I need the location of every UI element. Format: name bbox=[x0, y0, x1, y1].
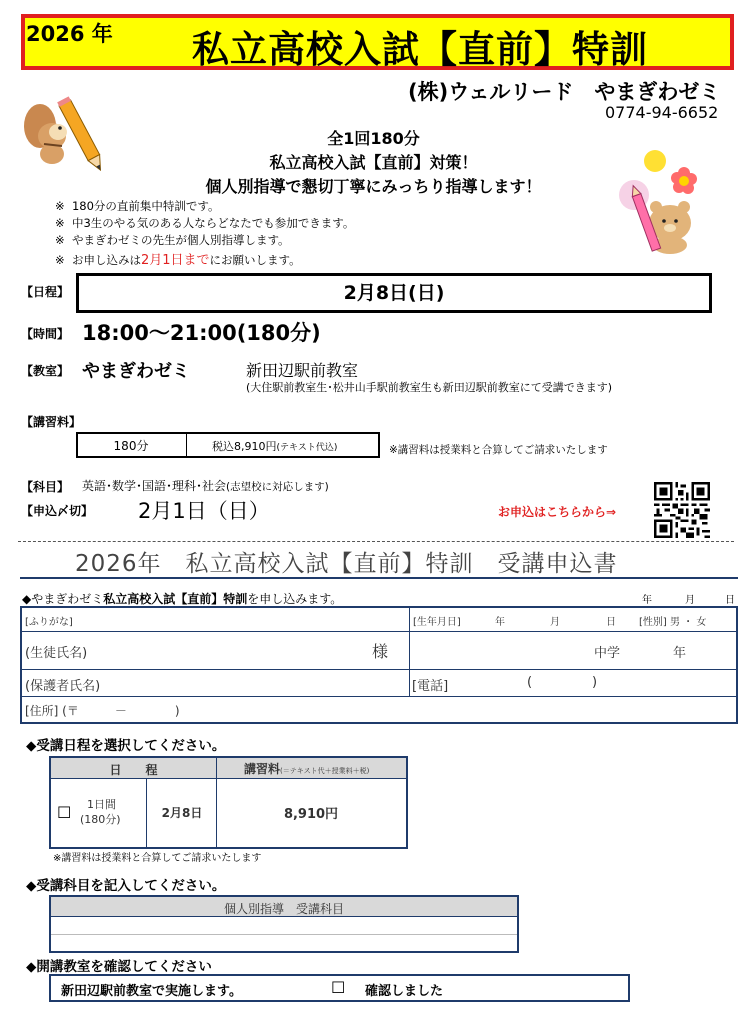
lead-line-1: 全1回180分 bbox=[327, 129, 420, 148]
note-1: ※ 180分の直前集中特訓です。 bbox=[55, 199, 220, 213]
row-fee: 8,910円 bbox=[283, 807, 339, 822]
lead-line-3: 個人別指導で懇切丁寧にみっちり指導します！ bbox=[205, 177, 542, 196]
deadline-value: 2月1日（日） bbox=[138, 499, 270, 523]
subject-input[interactable] bbox=[55, 918, 513, 948]
time-label: 【時間】 bbox=[21, 327, 70, 341]
form-title: 2026年 私立高校入試【直前】特訓 受講申込書 bbox=[75, 551, 618, 577]
room-label: 【教室】 bbox=[21, 364, 70, 378]
form-day-mark: 日 bbox=[725, 595, 735, 606]
company-name: (株)ウェルリード やまぎわゼミ bbox=[408, 80, 721, 104]
form-title-underline bbox=[20, 577, 738, 579]
address-field[interactable]: [住所] (〒 － ) bbox=[25, 704, 180, 718]
school-field[interactable]: 中学 bbox=[594, 646, 621, 661]
form-month-mark: 月 bbox=[685, 595, 695, 606]
subject-header: 個人別指導 受講科目 bbox=[223, 902, 344, 916]
birthday-field[interactable]: [生年月日] bbox=[413, 617, 461, 628]
deadline-label: 【申込〆切】 bbox=[21, 504, 94, 518]
form-intro: ◆やまぎわゼミ私立高校入試【直前】特訓を申し込みます。 bbox=[22, 592, 343, 606]
room-note: (大住駅前教室生･松井山手駅前教室生も新田辺駅前教室にて受講できます) bbox=[246, 381, 613, 394]
fee-duration: 180分 bbox=[113, 439, 149, 453]
apply-link[interactable]: お申込はこちらから⇒ bbox=[498, 505, 617, 519]
fee-note: ※講習料は授業料と合算してご請求いたします bbox=[389, 444, 608, 456]
col-date: 日 程 bbox=[109, 763, 158, 777]
banner-title: 私立高校入試【直前】特訓 bbox=[192, 28, 648, 71]
company-phone: 0774-94-6652 bbox=[605, 103, 719, 122]
note-3: ※ やまぎわゼミの先生が個人別指導します。 bbox=[55, 233, 290, 247]
confirm-label: 確認しました bbox=[365, 984, 444, 999]
guardian-name-field[interactable]: (保護者氏名) bbox=[25, 679, 101, 694]
confirm-room-box bbox=[49, 974, 630, 1002]
date-box: 2月8日(日) bbox=[76, 273, 712, 313]
row-date: 2月8日 bbox=[161, 806, 203, 820]
select-schedule-title: ◆受講日程を選択してください。 bbox=[26, 738, 226, 754]
lead-line-2: 私立高校入試【直前】対策！ bbox=[269, 153, 478, 172]
fee-divider bbox=[186, 432, 187, 458]
fee-amount: 税込8,910円(テキスト代込) bbox=[212, 440, 338, 453]
fee-label: 【講習料】 bbox=[21, 415, 82, 429]
student-name-field[interactable]: (生徒氏名) bbox=[25, 646, 88, 661]
phone-paren-open: ( bbox=[527, 675, 533, 690]
subjects: 英語･数学･国語･理科･社会(志望校に対応します) bbox=[82, 479, 329, 493]
applicant-form bbox=[20, 606, 738, 724]
form-year-mark: 年 bbox=[642, 595, 652, 606]
row-days: 1日間 bbox=[87, 798, 116, 811]
gender-field[interactable]: [性別] 男 ・ 女 bbox=[639, 617, 707, 628]
time-value: 18:00～21:00(180分) bbox=[82, 321, 321, 345]
note-2: ※ 中3生のやる気のある人ならどなたでも参加できます。 bbox=[55, 216, 355, 230]
birthday-year: 年 bbox=[495, 617, 505, 628]
furigana-field[interactable]: [ふりがな] bbox=[25, 617, 73, 628]
banner-year: 2026 年 bbox=[26, 22, 113, 46]
room-branch: 新田辺駅前教室 bbox=[246, 361, 359, 380]
confirm-room-title: ◆開講教室を確認してください bbox=[26, 959, 212, 975]
note-4: ※ お申し込みは2月1日までにお願いします。 bbox=[55, 253, 301, 268]
schedule-checkbox[interactable]: ☐ bbox=[57, 803, 72, 822]
subject-table bbox=[49, 895, 519, 953]
room-text: 新田辺駅前教室で実施します。 bbox=[61, 984, 242, 999]
cut-line bbox=[18, 541, 734, 542]
schedule-table bbox=[49, 756, 408, 849]
deadline-highlight: 2月1日まで bbox=[140, 253, 210, 268]
sama-label: 様 bbox=[372, 642, 389, 661]
qr-code-icon[interactable] bbox=[654, 482, 710, 538]
birthday-day: 日 bbox=[606, 617, 616, 628]
confirm-checkbox[interactable]: ☐ bbox=[331, 978, 346, 997]
phone-field[interactable]: [電話] bbox=[412, 679, 449, 694]
schedule-fee-note: ※講習料は授業料と合算してご請求いたします bbox=[53, 853, 262, 864]
col-fee: 講習料(＝テキスト代＋授業料＋税) bbox=[244, 762, 370, 776]
birthday-month: 月 bbox=[550, 617, 560, 628]
phone-paren-close: ) bbox=[592, 675, 598, 690]
date-label: 【日程】 bbox=[21, 285, 70, 299]
room-name: やまぎわゼミ bbox=[82, 361, 190, 382]
grade-field[interactable]: 年 bbox=[673, 646, 687, 661]
subject-label: 【科目】 bbox=[21, 480, 70, 494]
select-subject-title: ◆受講科目を記入してください。 bbox=[26, 878, 226, 894]
row-minutes: (180分) bbox=[80, 813, 121, 826]
